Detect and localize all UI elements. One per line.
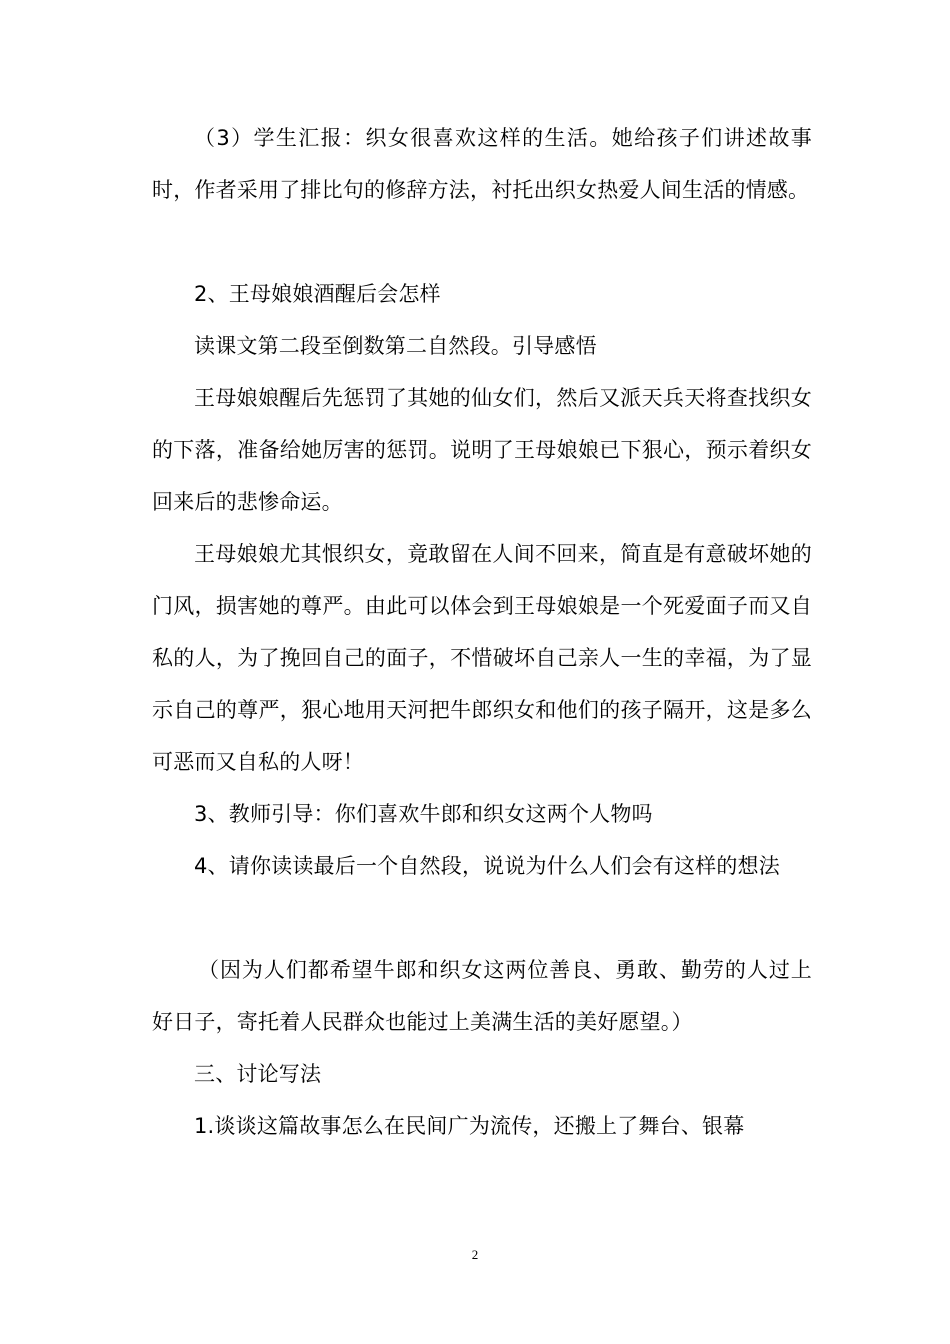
paragraph-answer: （因为人们都希望牛郎和织女这两位善良、勇敢、勤劳的人过上好日子，寄托着人民群众也能过上美满生活的美好愿望。） [152, 958, 812, 1034]
paragraph-heading-4: 4、请你读读最后一个自然段，说说为什么人们会有这样的想法 [194, 854, 780, 878]
paragraph-discuss: 1.谈谈这篇故事怎么在民间广为流传，还搬上了舞台、银幕 [194, 1114, 745, 1138]
paragraph-queen-punish: 王母娘娘醒后先惩罚了其她的仙女们，然后又派天兵天将查找织女的下落，准备给她厉害的惩罚。说明了王母娘娘已下狠心，预示着织女回来后的悲惨命运。 [152, 386, 812, 514]
paragraph-section-three: 三、讨论写法 [194, 1062, 322, 1086]
paragraph-heading-3: 3、教师引导：你们喜欢牛郎和织女这两个人物吗 [194, 802, 653, 826]
paragraph-read-text: 读课文第二段至倒数第二自然段。引导感悟 [194, 334, 597, 358]
paragraph-student-report: （3）学生汇报：织女很喜欢这样的生活。她给孩子们讲述故事时，作者采用了排比句的修辞方法，衬托出织女热爱人间生活的情感。 [152, 126, 812, 202]
paragraph-heading-2: 2、王母娘娘酒醒后会怎样 [194, 282, 441, 306]
page-number: 2 [471, 1247, 479, 1262]
paragraph-queen-hate: 王母娘娘尤其恨织女，竟敢留在人间不回来，简直是有意破坏她的门风，损害她的尊严。由此可以体会到王母娘娘是一个死爱面子而又自私的人，为了挽回自己的面子，不惜破坏自己亲人一生的幸福，为了显示自己的尊严，狠心地用天河把牛郎织女和他们的孩子隔开，这是多么可恶而又自私的人呀！ [152, 542, 812, 774]
